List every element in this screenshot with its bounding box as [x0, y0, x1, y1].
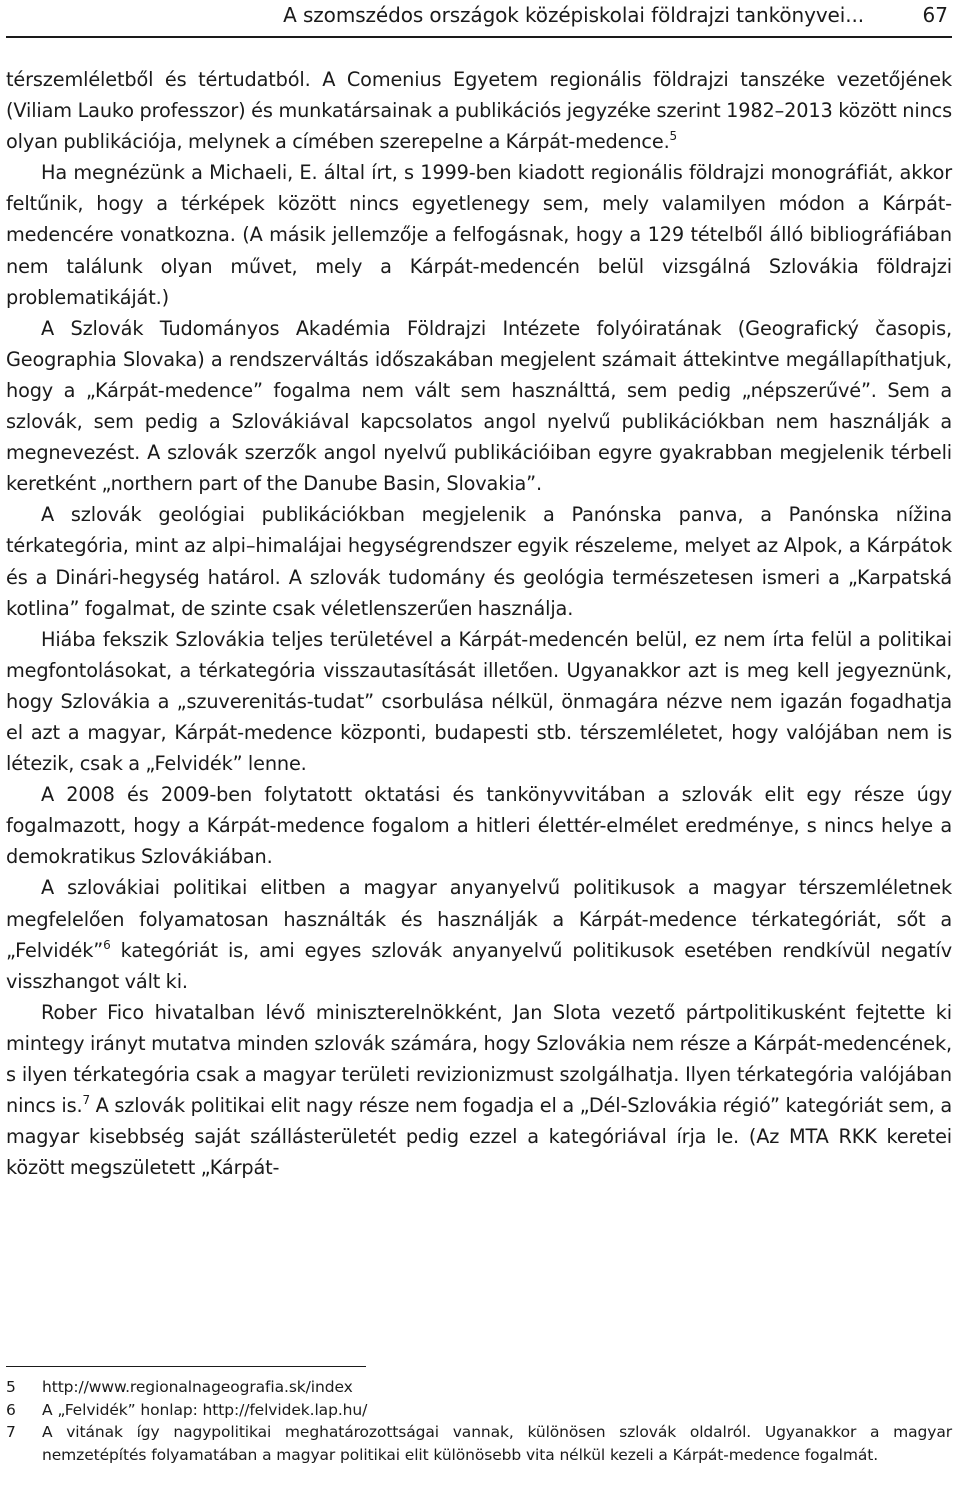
footnote — [6, 1399, 952, 1422]
header-divider — [6, 36, 952, 38]
paragraph-text: Rober Fico hivatalban lévő miniszterelnökként, Jan Slota vezető pártpolitikusként fejtette ki mintegy irányt mutatva minden szlovák számára, hogy Szlovákia nem része a Kárpát-medencének, s ilyen térkategória csak a magyar területi revizionizmust szolgálhatja. Ilyen térkategória valójában nincs is. — [6, 1000, 952, 1118]
paragraph-text: Ha megnézünk a Michaeli, E. által írt, s 1999-ben kiadott regionális földrajzi monográfiát, akkor feltűnik, hogy a térképek között nincs egyetlenegy sem, mely valamilyen módon a Kárpát-medencére vonatkozna. (A másik jellemzője a felfogásnak, hogy a 129 tételből álló bibliográfiában nem találunk olyan művet, mely a Kárpát-medencén belül vizsgálná Szlovákia földrajzi problematikáját.) — [6, 161, 952, 309]
paragraph — [6, 997, 952, 1184]
footnote-text[interactable]: http://www.regionalnageografia.sk/index — [42, 1378, 353, 1396]
paragraph-text: Hiába fekszik Szlovákia teljes területével a Kárpát-medencén belül, ez nem írta felül a politikai megfontolásokat, a térkategória visszautasítását illetően. Ugyanakkor azt is meg kell jegyeznünk, hogy Szlovákia a „szuverenitás-tudat” csorbulása nélkül, önmagára nézve nem igazán fogadhatja el azt a magyar, Kárpát-medence központi, budapesti stb. térszemléletet, hogy valójában nem is létezik, csak a „Felvidék” lenne. — [6, 627, 952, 776]
paragraph-text-continued: kategóriát is, ami egyes szlovák anyanyelvű politikusok esetében rendkívül negatív visszhangot vált ki. — [6, 938, 952, 993]
footnote-number: 5 — [6, 1378, 16, 1396]
body-text — [6, 64, 952, 1183]
paragraph-text: térszemléletből és tértudatból. A Comenius Egyetem regionális földrajzi tanszéke vezetőjének (Viliam Lauko professzor) és munkatársainak a publikációs jegyzéke szerint 1982–2013 között nincs olyan publikációja, melynek a címében szerepelne a Kárpát-medence. — [6, 68, 952, 154]
footnote-text: A vitának így nagypolitikai meghatározottságai vannak, különösen szlovák oldalról. Ugyanakkor a magyar nemzetépítés folyamatában a magyar politikai elit különösebb vita nélkül kezeli a Kárpát-medence fogalmát. — [42, 1423, 952, 1464]
footnote-reference[interactable]: 7 — [82, 1093, 90, 1108]
page-number: 67 — [922, 3, 948, 27]
paragraph-text: A Szlovák Tudományos Akadémia Földrajzi Intézete folyóiratának (Geografický časopis, Geographia Slovaka) a rendszerváltás időszakában megjelent számait áttekintve megállapíthatjuk, hogy a „Kárpát-medence” fogalma nem vált sem használttá, sem pedig „népszerűvé”. Sem a szlovák, sem pedig a Szlovákiával kapcsolatos angol nyelvű publikációkban nem használják a megnevezést. A szlovák szerzők angol nyelvű publikációiban egyre gyakrabban megjelenik térbeli keretként „northern part of the Danube Basin, Slovakia”. — [6, 316, 952, 496]
paragraph — [6, 779, 952, 872]
paragraph — [6, 157, 952, 312]
footnote — [6, 1376, 952, 1399]
paragraph — [6, 624, 952, 779]
footnote-number: 6 — [6, 1400, 16, 1419]
footnote-text[interactable]: A „Felvidék” honlap: http://felvidek.lap.hu/ — [42, 1400, 368, 1419]
paragraph-text: A szlovák geológiai publikációkban megjelenik a Panónska panva, a Panónska nížina térkategória, mint az alpi–himalájai hegységrendszer egyik részeleme, melyet az Alpok, a Kárpátok és a Dinári-hegység határol. A szlovák tudomány és geológia természetesen ismeri a „Karpatská kotlina” fogalmat, de szinte csak véletlenszerűen használja. — [6, 503, 952, 620]
footnote-divider — [6, 1366, 366, 1367]
paragraph-text: A 2008 és 2009-ben folytatott oktatási és tankönyvvitában a szlovák elit egy része úgy fogalmazott, hogy a Kárpát-medence fogalom a hitleri élettér-elmélet eredménye, s nincs helye a demokratikus Szlovákiában. — [6, 783, 952, 869]
paragraph — [6, 64, 952, 157]
paragraph — [6, 872, 952, 996]
footnote-reference[interactable]: 5 — [669, 129, 678, 144]
paragraph — [6, 313, 952, 500]
paragraph-text-continued: A szlovák politikai elit nagy része nem fogadja el a „Dél-Szlovákia régió” kategóriát sem, a magyar kisebbség saját szállásterületét pedig ezzel a kategóriával írja le. (Az MTA RKK keretei között megszületett „Kárpát- — [6, 1094, 952, 1180]
footnotes — [6, 1376, 952, 1466]
footnote-reference[interactable]: 6 — [103, 937, 111, 952]
paragraph-text: A szlovákiai politikai elitben a magyar anyanyelvű politikusok a magyar térszemléletnek megfelelően folyamatosan használták és használják a Kárpát-medence térkategóriát, sőt a „Felvidék” — [6, 876, 952, 962]
running-header-title: A szomszédos országok középiskolai földrajzi tankönyvei... — [283, 3, 864, 27]
paragraph — [6, 499, 952, 623]
running-header — [6, 0, 952, 40]
footnote — [6, 1421, 952, 1466]
footnote-number: 7 — [6, 1423, 16, 1441]
